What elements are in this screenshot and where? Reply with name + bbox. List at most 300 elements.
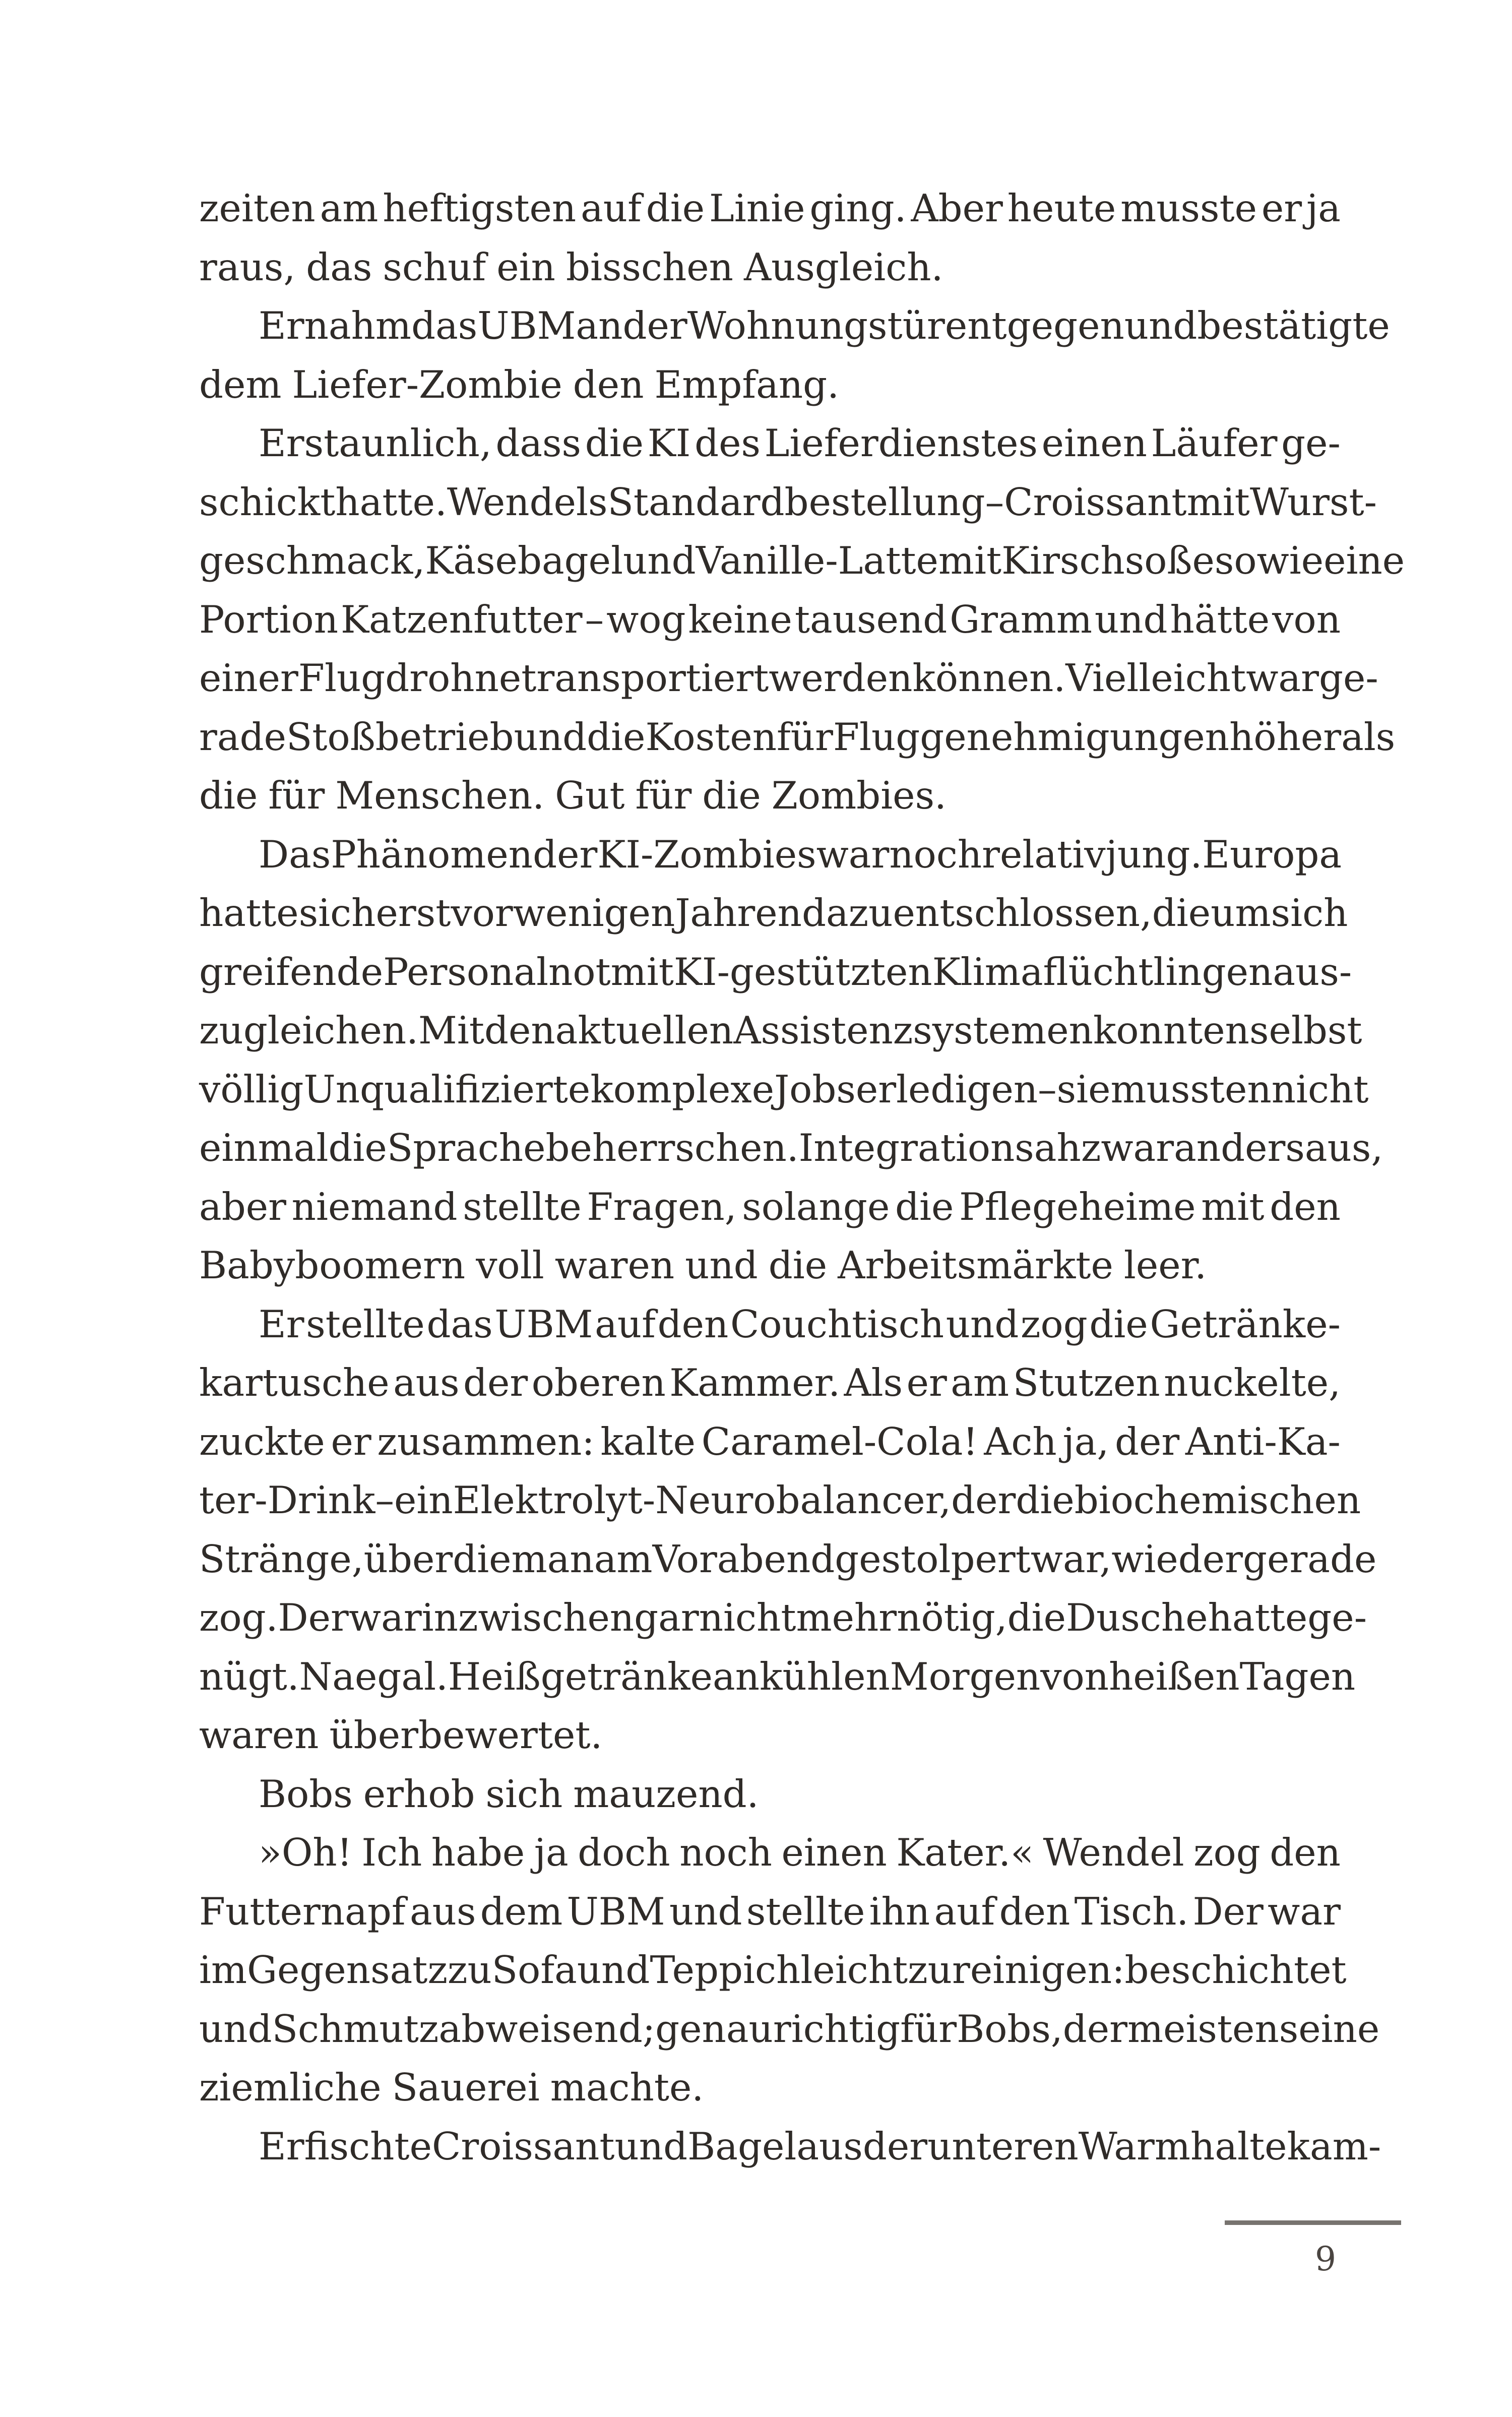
word: Er [259, 303, 304, 348]
word: beschichtet [1124, 1948, 1347, 1992]
word: KI [647, 421, 691, 465]
word: noch [679, 1830, 772, 1875]
word: Vielleicht [1065, 656, 1246, 700]
word: nicht [699, 1595, 796, 1640]
word: Tagen [1239, 1654, 1356, 1699]
word: greifende [199, 949, 384, 994]
word: Getränke- [1150, 1302, 1341, 1346]
word: der [463, 1360, 528, 1405]
word: den [999, 1889, 1070, 1934]
word: abweisend; [438, 2006, 656, 2051]
word: entschlossen, [893, 891, 1152, 935]
word: auf [581, 186, 642, 230]
word: mit [610, 949, 674, 994]
word: oberen [531, 1360, 666, 1405]
word: Croissant [431, 2124, 615, 2168]
word: waren [554, 1243, 675, 1287]
word: Gramm [950, 597, 1092, 642]
word: Als [844, 1360, 903, 1405]
word: richtig [773, 2006, 901, 2051]
word: KI-Zombies [597, 832, 816, 877]
word: Stoßbetrieb [286, 714, 514, 759]
word: genau [655, 2006, 773, 2051]
word: Pflegeheime [959, 1184, 1196, 1229]
word: überbewertet. [329, 1713, 603, 1757]
word: Couchtisch [730, 1302, 944, 1346]
word: solange [742, 1184, 890, 1229]
word: das [306, 244, 372, 289]
word: der [862, 2124, 928, 2168]
word: Bagel [687, 2124, 797, 2168]
word: anders [1174, 1126, 1305, 1170]
text-line [199, 649, 1378, 708]
word: nahm [304, 303, 412, 348]
word: dem [199, 362, 282, 407]
word: Standardbestellung [607, 479, 985, 524]
text-line [199, 238, 1341, 297]
word: Morgen [890, 1654, 1041, 1699]
word: selbst [1249, 1008, 1362, 1052]
text-line [199, 1588, 1367, 1647]
word: am [951, 1360, 1010, 1405]
word: war [816, 832, 890, 877]
word: transportiert [521, 656, 769, 700]
word: aus [393, 1360, 460, 1405]
word: war [1268, 1889, 1341, 1934]
word: und [946, 1302, 1019, 1346]
word: reinigen: [952, 1948, 1125, 1992]
word: Arbeitsmärkte [838, 1243, 1113, 1287]
word: heißen [1109, 1654, 1240, 1699]
word: aus [796, 2124, 863, 2168]
word: zusammen: [377, 1419, 595, 1464]
word: Bobs, [957, 2006, 1063, 2051]
word: Kosten [645, 714, 777, 759]
word: Kater.« [896, 1830, 1034, 1875]
word: können. [912, 656, 1066, 700]
word: aber [199, 1184, 286, 1229]
word: – [1038, 1067, 1057, 1111]
word: die [768, 1243, 828, 1287]
word: den [1270, 1184, 1341, 1229]
word: habe [431, 1830, 525, 1875]
word: Bobs [259, 1771, 353, 1816]
word: der [951, 1478, 1016, 1522]
word: gar [634, 1595, 699, 1640]
word: die [453, 1536, 512, 1581]
word: kartusche [199, 1360, 390, 1405]
word: Personalnot [383, 949, 611, 994]
word: Warmhaltekam- [1078, 2124, 1381, 2168]
word: erhob [363, 1771, 475, 1816]
word: Mit [418, 1008, 484, 1052]
word: kühlen [760, 1654, 890, 1699]
word: Käsebagel [425, 538, 623, 583]
word: Wendel [1043, 1830, 1184, 1875]
word: hatte [1208, 1595, 1308, 1640]
word: mauzend. [573, 1771, 759, 1816]
word: dem [480, 1889, 563, 1934]
word: der [533, 832, 598, 877]
word: sich [485, 1771, 563, 1816]
word: dass [495, 421, 582, 465]
word: eine [1298, 2006, 1380, 2051]
word: die [1089, 1302, 1148, 1346]
word: Integration [798, 1126, 1015, 1170]
word: nuckelte, [1164, 1360, 1341, 1405]
word: Ausgleich. [743, 244, 943, 289]
word: mussten [1110, 1067, 1272, 1111]
text-line [199, 1236, 1341, 1295]
text-line [199, 943, 1352, 1002]
word: einen [781, 1830, 887, 1875]
word: der [1062, 2006, 1127, 2051]
text-line [199, 1001, 1362, 1060]
word: war [1246, 656, 1319, 700]
word: die [702, 773, 761, 818]
word: ging. [809, 186, 907, 230]
word: »Oh! [259, 1830, 352, 1875]
word: Wendels [447, 479, 608, 524]
word: er [906, 1360, 947, 1405]
word: die [199, 773, 258, 818]
text-line [199, 2000, 1380, 2059]
word: erst [375, 891, 451, 935]
word: von [1040, 1654, 1109, 1699]
word: ein [496, 244, 555, 289]
word: zugleichen. [199, 1008, 419, 1052]
word: waren [199, 1713, 319, 1757]
word: wieder [1111, 1536, 1243, 1581]
word: aus, [1304, 1126, 1383, 1170]
word: der [622, 303, 687, 348]
word: Croissant [1004, 479, 1187, 524]
word: Linie [709, 186, 805, 230]
text-line [199, 1530, 1377, 1589]
word: Phänomen [331, 832, 533, 877]
word: leer. [1123, 1243, 1207, 1287]
text-line [199, 1177, 1341, 1236]
word: von [1272, 597, 1341, 642]
word: heftigsten [383, 186, 577, 230]
word: – [585, 597, 604, 642]
word: höher [1229, 714, 1342, 759]
word: Der [278, 1595, 349, 1640]
text-line [199, 766, 1341, 825]
page-number: 9 [1315, 2240, 1336, 2278]
word: die [1016, 1478, 1075, 1522]
word: der [1114, 1419, 1180, 1464]
word: Tisch. [1074, 1889, 1189, 1934]
word: ge- [1307, 1595, 1367, 1640]
text-line [199, 414, 1341, 473]
word: aus [409, 1889, 476, 1934]
text-line [199, 473, 1377, 532]
word: stellte [306, 1302, 425, 1346]
word: hatte [199, 891, 299, 935]
word: am [320, 186, 379, 230]
word: mit [1186, 479, 1250, 524]
text-line [199, 1060, 1369, 1119]
text-line [199, 1295, 1341, 1354]
word: kalte [600, 1419, 696, 1464]
word: rade [199, 714, 286, 759]
text-line [199, 884, 1348, 943]
word: wenigen [513, 891, 675, 935]
word: Na [299, 1654, 355, 1699]
word: eine [1324, 538, 1405, 583]
word: ziemliche [199, 2065, 382, 2110]
word: gerade [1243, 1536, 1377, 1581]
word: Er [259, 1302, 304, 1346]
word: um [1211, 891, 1271, 935]
word: die [895, 1184, 954, 1229]
word: als [1341, 714, 1396, 759]
word: nicht [1271, 1067, 1369, 1111]
word: im [199, 1948, 247, 1992]
word: Babyboomern [199, 1243, 466, 1287]
word: noch [889, 832, 982, 877]
word: Fluggenehmigungen [833, 714, 1230, 759]
word: Läufer [1151, 421, 1278, 465]
word: tausend [794, 597, 948, 642]
word: Futternapf [199, 1889, 406, 1934]
word: Das [259, 832, 331, 877]
word: des [695, 421, 761, 465]
word: Vorabend [652, 1536, 835, 1581]
word: Empfang. [654, 362, 840, 407]
word: ja [1306, 186, 1341, 230]
word: die [585, 421, 644, 465]
text-line [199, 1471, 1361, 1530]
word: wog [606, 597, 686, 642]
word: und [199, 2006, 272, 2051]
word: heute [1007, 186, 1116, 230]
word: auf [595, 1302, 656, 1346]
word: Schmutz [272, 2006, 439, 2051]
word: und [577, 1948, 650, 1992]
word: biochemischen [1074, 1478, 1361, 1522]
word: raus, [199, 244, 296, 289]
word: fischte [304, 2124, 432, 2168]
text-line [199, 355, 1341, 414]
word: die [646, 186, 705, 230]
word: Jobs [774, 1067, 856, 1111]
word: auf [934, 1889, 995, 1934]
word: Zombies. [771, 773, 947, 818]
word: Er [259, 2124, 304, 2168]
text-line [199, 708, 1396, 767]
word: ter-Drink [199, 1478, 375, 1522]
text-line [199, 825, 1341, 884]
word: beherrschen. [545, 1126, 799, 1170]
word: zuckte [199, 1419, 325, 1464]
word: die [587, 714, 646, 759]
word: zog [1021, 1302, 1088, 1346]
word: sich [298, 891, 376, 935]
word: Stutzen [1013, 1360, 1160, 1405]
word: Fragen, [587, 1184, 737, 1229]
word: Lieferdienstes [764, 421, 1038, 465]
word: Caramel-Cola! [701, 1419, 978, 1464]
word: aus- [1273, 949, 1352, 994]
word: und [623, 538, 696, 583]
word: Assistenzsystemen [733, 1008, 1093, 1052]
word: zeiten [199, 186, 316, 230]
word: Der [1192, 1889, 1264, 1934]
word: die [328, 1126, 387, 1170]
text-line [199, 590, 1341, 649]
word: jung. [1105, 832, 1203, 877]
word: UBM [566, 1889, 665, 1934]
word: zog. [199, 1595, 278, 1640]
word: Menschen. [335, 773, 545, 818]
word: für [777, 714, 833, 759]
word: mit [938, 538, 1002, 583]
word: zog [1193, 1830, 1261, 1875]
word: keine [688, 597, 792, 642]
word: den [573, 362, 644, 407]
text-line [199, 2058, 1341, 2117]
word: aktuellen [555, 1008, 734, 1052]
word: hätte [1170, 597, 1270, 642]
word: voll [476, 1243, 544, 1287]
word: das [426, 1302, 493, 1346]
word: Sauerei [392, 2065, 540, 2110]
word: konnten [1093, 1008, 1249, 1052]
word: Portion [199, 597, 339, 642]
word: Jahren [675, 891, 802, 935]
text-line [199, 179, 1341, 238]
word: er [331, 1419, 371, 1464]
word: ihn [869, 1889, 930, 1934]
word: die [1152, 891, 1211, 935]
word: völlig [199, 1067, 304, 1111]
text-line [199, 296, 1390, 355]
text-line [199, 2117, 1381, 2176]
word: sowie [1214, 538, 1324, 583]
word: gestolpert [835, 1536, 1031, 1581]
word: sah [1015, 1126, 1081, 1170]
word: und [669, 1889, 742, 1934]
word: Wohnungstür [687, 303, 945, 348]
word: und [614, 2124, 688, 2168]
word: den [1270, 1830, 1341, 1875]
word: bisschen [565, 244, 733, 289]
word: nötig, [897, 1595, 1007, 1640]
word: sich [1271, 891, 1348, 935]
word: über [363, 1536, 453, 1581]
word: bestätigte [1197, 303, 1390, 348]
word: relativ [982, 832, 1106, 877]
text-line [199, 1119, 1383, 1177]
word: sie [1056, 1067, 1111, 1111]
word: egal. [354, 1654, 448, 1699]
word: einer [199, 656, 298, 700]
word: unteren [927, 2124, 1079, 2168]
text-line [199, 1706, 1341, 1765]
word: musste [1120, 186, 1257, 230]
word: für [635, 773, 692, 818]
word: machte. [550, 2065, 704, 2110]
word: Katzenfutter [340, 597, 583, 642]
word: und [1124, 303, 1198, 348]
word: ja, [1062, 1419, 1109, 1464]
word: niemand [291, 1184, 458, 1229]
word: – [985, 479, 1004, 524]
word: an [713, 1654, 760, 1699]
word: und [514, 714, 587, 759]
word: einen [1041, 421, 1147, 465]
word: zu [908, 1948, 952, 1992]
word: die [1007, 1595, 1066, 1640]
word: stellte [746, 1889, 865, 1934]
word: und [685, 1243, 758, 1287]
word: Dusche [1065, 1595, 1208, 1640]
word: war, [1030, 1536, 1112, 1581]
word: werden [769, 656, 913, 700]
word: Anti-Ka- [1185, 1419, 1341, 1464]
word: meistens [1127, 2006, 1299, 2051]
word: UBM [494, 1302, 593, 1346]
word: Kammer. [669, 1360, 841, 1405]
word: Klimaflüchtlingen [932, 949, 1273, 994]
word: den [484, 1008, 555, 1052]
text-line [199, 1765, 1341, 1824]
word: am [594, 1536, 653, 1581]
text-line [199, 1353, 1341, 1412]
word: Aber [911, 186, 1003, 230]
word: war [348, 1595, 422, 1640]
word: Elektrolyt-Neurobalancer, [453, 1478, 952, 1522]
word: Unqualifizierte [303, 1067, 591, 1111]
word: zwar [1081, 1126, 1174, 1170]
word: ge- [1281, 421, 1341, 465]
word: für [268, 773, 325, 818]
word: nügt. [199, 1654, 299, 1699]
word: Erstaunlich, [259, 421, 492, 465]
word: Europa [1202, 832, 1342, 877]
body-text [199, 179, 1405, 2176]
word: dazu [801, 891, 893, 935]
word: man [511, 1536, 594, 1581]
word: für [900, 2006, 957, 2051]
word: Liefer-Zombie [292, 362, 562, 407]
word: vor [451, 891, 513, 935]
word: doch [578, 1830, 670, 1875]
word: zu [447, 1948, 492, 1992]
word: schickt [199, 479, 336, 524]
text-line [199, 1941, 1347, 2000]
word: hatte. [335, 479, 447, 524]
word: geschmack, [199, 538, 425, 583]
word: leicht [800, 1948, 908, 1992]
word: den [657, 1302, 729, 1346]
word: Ach [984, 1419, 1057, 1464]
word: einmal [199, 1126, 329, 1170]
word: UBM [477, 303, 576, 348]
word: KI-gestützten [673, 949, 932, 994]
text-line [199, 1823, 1341, 1882]
word: Sofa [491, 1948, 577, 1992]
word: ein [394, 1478, 453, 1522]
word: ja [534, 1830, 569, 1875]
word: schuf [383, 244, 486, 289]
word: komplexe [590, 1067, 775, 1111]
word: mit [1201, 1184, 1265, 1229]
word: Stränge, [199, 1536, 364, 1581]
footer-rule [1225, 2220, 1401, 2225]
